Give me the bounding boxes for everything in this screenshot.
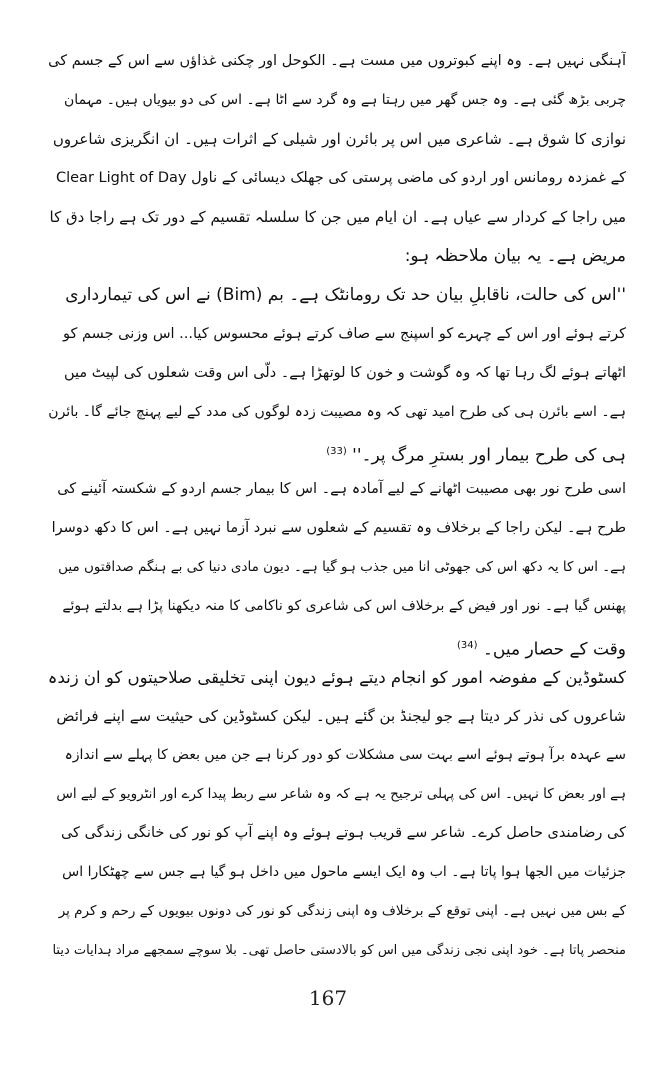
text-line: ہے اور بعض کا نہیں۔ اس کی پہلی ترجیح یہ ہے کہ وہ شاعر سے ربط پیدا کرے اور انٹرویو کے لیے اس: [56, 786, 626, 802]
paragraph-2-last-text: وقت کے حصار میں۔: [482, 639, 626, 660]
text-line: کسٹوڈین کے مفوضہ امور کو انجام دیتے ہوئے دیون اپنی تخلیقی صلاحیتوں کو ان زندہ: [47, 668, 626, 687]
quote-line: ''اس کی حالت، ناقابلِ بیان حد تک رومانٹک ہے۔ بم (Bim) نے اس کی تیمارداری: [65, 285, 626, 305]
quote-line: ہے۔ اسے بائرن ہی کی طرح امید تھی کہ وہ مصیبت زدہ لوگوں کی مدد کے لیے پہنچ جائے گا۔ بائرن: [48, 404, 626, 420]
text-line: چربی بڑھ گئی ہے۔ وہ جس گھر میں رہتا ہے وہ گرد سے اٹا ہے۔ اس کی دو بیویاں ہیں۔ مہمان: [64, 92, 626, 108]
text-line: طرح ہے۔ لیکن راجا کے برخلاف وہ تقسیم کے شعلوں سے نبرد آزما نہیں ہے۔ اس کا دکھ دوسرا: [51, 520, 626, 536]
text-line: پھنس گیا ہے۔ نور اور فیض کے برخلاف اس کی شاعری کو ناکامی کا منہ دیکھنا پڑا ہے بدلتے ہوئے: [62, 598, 626, 614]
quote-line: اٹھاتے ہوئے لگ رہا تھا کہ وہ گوشت و خون کا لوتھڑا ہے۔ دلّی اس وقت شعلوں کی لپیٹ میں: [63, 365, 626, 381]
text-line: اسی طرح نور بھی مصیبت اٹھانے کے لیے آمادہ ہے۔ اس کا بیمار جسم اردو کے شکستہ آئینے کی: [57, 481, 626, 497]
text-line: منحصر پاتا ہے۔ خود اپنی نجی زندگی میں اس کو بالادستی حاصل تھی۔ بلا سوچے سمجھے مراد ہدایات دیتا: [52, 943, 626, 958]
footnote-ref-34: (34): [456, 640, 478, 651]
text-line: آہنگی نہیں ہے۔ وہ اپنے کبوتروں میں مست ہے۔ الکوحل اور چکنی غذاؤں سے اس کے جسم کی: [48, 53, 626, 69]
text-line: شاعروں کی نذر کر دیتا ہے جو لیجنڈ بن گئے ہیں۔ لیکن کسٹوڈین کی حیثیت سے اپنے فرائض: [56, 707, 626, 725]
paragraph-3: [46, 658, 626, 970]
page-number: 167: [308, 986, 348, 1010]
text-line: میں راجا کے کردار سے عیاں ہے۔ ان ایام میں جن کا سلسلہ تقسیم کے دور تک ہے راجا دق کا: [49, 208, 626, 226]
text-line: مریض ہے۔ یہ بیان ملاحظہ ہو:: [404, 246, 626, 266]
text-line: نوازی کا شوق ہے۔ شاعری میں اس پر بائرن اور شیلی کے اثرات ہیں۔ ان انگریزی شاعروں: [52, 130, 626, 148]
block-quote: [46, 276, 626, 471]
quote-line: [46, 432, 626, 471]
text-line: کے بس میں نہیں ہے۔ اپنی توقع کے برخلاف وہ اپنی زندگی کو نور کی دونوں بیویوں کے رحم و کرم پر: [58, 903, 626, 919]
text-line: سے عہدہ برآ ہوتے ہوئے اسے بہت سی مشکلات کو دور کرنا ہے جن میں بعض کا پہلے سے اندازہ: [64, 747, 626, 763]
quote-last-text: ہی کی طرح بیمار اور بسترِ مرگ پر۔'': [352, 445, 626, 466]
text-line: ہے۔ اس کا یہ دکھ اس کی جھوٹی انا میں جذب ہو گیا ہے۔ دیون مادی دنیا کی بے ہنگم صداقتوں میں: [58, 559, 626, 575]
footnote-ref-33: (33): [326, 446, 347, 457]
text-line: کے غمزدہ رومانس اور اردو کی ماضی پرستی کی جھلک دیسائی کے ناول Clear Light of Day: [55, 170, 626, 186]
text-line: کی رضامندی حاصل کرے۔ شاعر سے قریب ہوتے ہوئے وہ اپنے آپ کو نور کی خانگی زندگی کی: [60, 825, 626, 841]
paragraph-2: [46, 470, 626, 665]
quote-line: کرتے ہوئے اور اس کے چہرے کو اسپنج سے صاف کرتے ہوئے محسوس کیا... اس وزنی جسم کو: [62, 326, 626, 342]
text-line: جزئیات میں الجھا ہوا پاتا ہے۔ اب وہ ایک ایسے ماحول میں داخل ہو گیا ہے جس سے چھٹکارا اس: [62, 864, 626, 880]
paragraph-1: [46, 42, 626, 276]
